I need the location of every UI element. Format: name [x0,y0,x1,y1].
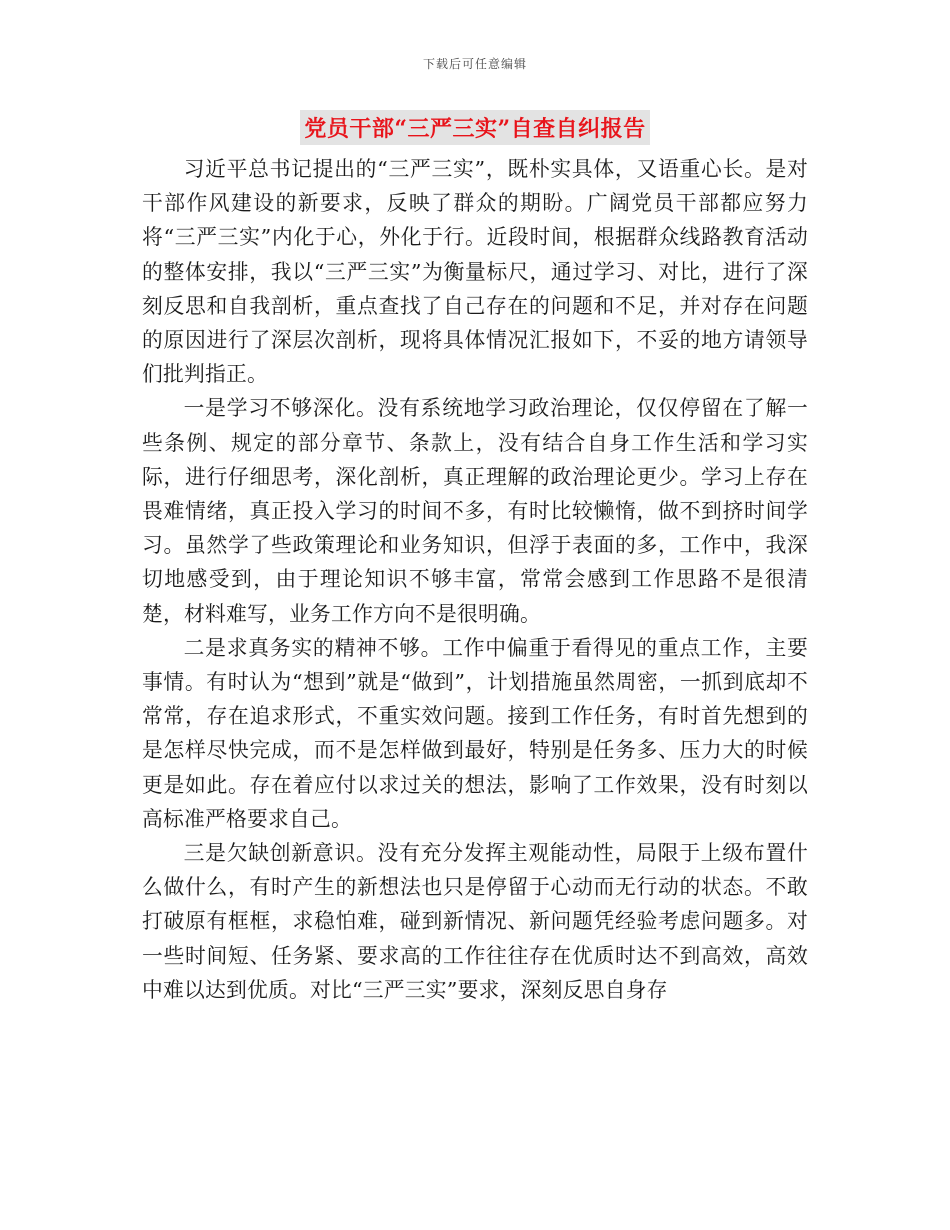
paragraph-point-one: 一是学习不够深化。没有系统地学习政治理论，仅仅停留在了解一些条例、规定的部分章节、条款上，没有结合自身工作生活和学习实际，进行仔细思考，深化剖析，真正理解的政治理论更少。学习上存在畏难情绪，真正投入学习的时间不多，有时比较懒惰，做不到挤时间学习。虽然学了些政策理论和业务知识，但浮于表面的多，工作中，我深切地感受到，由于理论知识不够丰富，常常会感到工作思路不是很清楚，材料难写，业务工作方向不是很明确。 [142,396,808,626]
header-note: 下载后可任意编辑 [422,57,527,71]
document-body [142,152,808,1007]
paragraph-point-two: 二是求真务实的精神不够。工作中偏重于看得见的重点工作，主要事情。有时认为“想到”就是“做到”，计划措施虽然周密，一抓到底却不常常，存在追求形式，不重实效问题。接到工作任务，有时首先想到的是怎样尽快完成，而不是怎样做到最好，特别是任务多、压力大的时候更是如此。存在着应付以求过关的想法，影响了工作效果，没有时刻以高标准严格要求自己。 [142,635,808,831]
paragraph-point-three: 三是欠缺创新意识。没有充分发挥主观能动性，局限于上级布置什么做什么，有时产生的新想法也只是停留于心动而无行动的状态。不敢打破原有框框，求稳怕难，碰到新情况、新问题凭经验考虑问题多。对一些时间短、任务紧、要求高的工作往往存在优质时达不到高效，高效中难以达到优质。对比“三严三实”要求，深刻反思自身存 [142,841,808,1002]
paragraph-intro: 习近平总书记提出的“三严三实”，既朴实具体，又语重心长。是对干部作风建设的新要求，反映了群众的期盼。广阔党员干部都应努力将“三严三实”内化于心，外化于行。近段时间，根据群众线路教育活动的整体安排，我以“三严三实”为衡量标尺，通过学习、对比，进行了深刻反思和自我剖析，重点查找了自己存在的问题和不足，并对存在问题的原因进行了深层次剖析，现将具体情况汇报如下，不妥的地方请领导们批判指正。 [142,157,808,387]
document-title-wrapper [0,110,950,145]
document-title: 党员干部“三严三实”自查自纠报告 [300,110,649,145]
